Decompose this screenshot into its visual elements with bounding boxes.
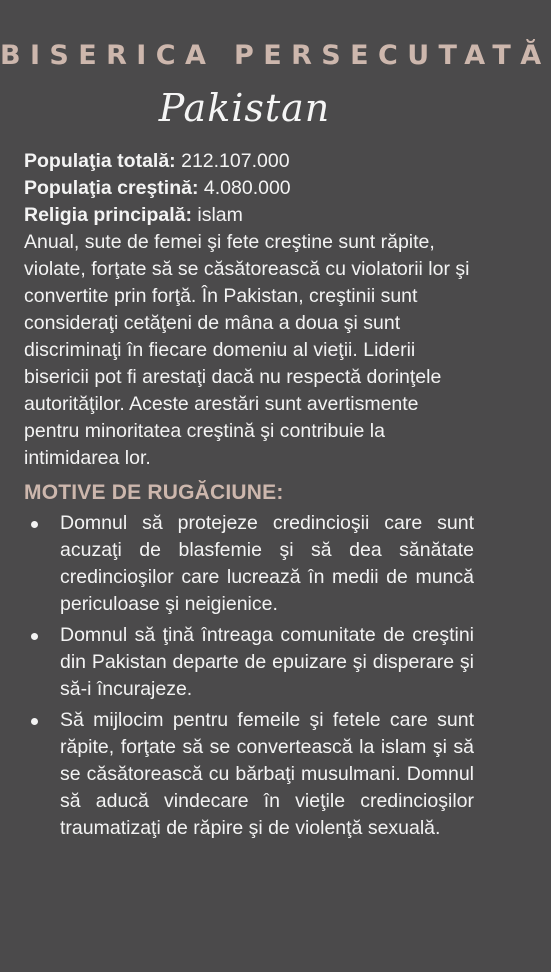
country-title: Pakistan xyxy=(158,86,331,130)
stat-value: 212.107.000 xyxy=(181,150,290,172)
prayer-item-text: Să mijlocim pentru femeile şi fetele care sunt răpite, forţate să se convertească la islam şi să se căsătorească cu bărbaţi musulmani. Domnul să aducă vindecare în vieţile credincioşilor traumatizaţi de răpire şi de violenţă sexuală. xyxy=(60,709,474,839)
prayer-item-text: Domnul să ţină întreaga comunitate de creştini din Pakistan departe de epuizare şi disperare şi să-i încurajeze. xyxy=(60,624,474,700)
bullet-icon xyxy=(31,521,38,528)
prayer-heading: MOTIVE DE RUGĂCIUNE: xyxy=(24,481,284,504)
prayer-item xyxy=(24,622,474,703)
prayer-item xyxy=(24,510,474,618)
stat-value: 4.080.000 xyxy=(203,177,291,199)
stat-main-religion xyxy=(24,202,474,229)
stat-total-population xyxy=(24,148,474,175)
stat-label: Religia principală: xyxy=(24,204,192,226)
card-body xyxy=(24,148,474,846)
prayer-list xyxy=(24,510,474,842)
stat-value: islam xyxy=(197,204,243,226)
stat-label: Populaţia creştină: xyxy=(24,177,199,199)
section-kicker: BISERICA PERSECUTATĂ xyxy=(0,40,551,71)
prayer-item xyxy=(24,707,474,842)
stat-label: Populaţia totală: xyxy=(24,150,176,172)
bullet-icon xyxy=(31,633,38,640)
bullet-icon xyxy=(31,718,38,725)
prayer-item-text: Domnul să protejeze credincioşii care sunt acuzaţi de blasfemie şi să dea sănătate credincioşilor care lucrează în medii de muncă periculoase şi neigienice. xyxy=(60,512,474,615)
description-paragraph: Anual, sute de femei şi fete creştine sunt răpite, violate, forţate să se căsătorească cu violatorii lor şi convertite prin forţă. În Pakistan, creştinii sunt consideraţi cetăţeni de mâna a doua şi sunt discriminaţi în fiecare domeniu al vieţii. Liderii bisericii pot fi arestaţi dacă nu respectă dorinţele autorităţilor. Aceste arestări sunt avertismente pentru minoritatea creştină şi contribuie la intimidarea lor. xyxy=(24,231,470,469)
stat-christian-population xyxy=(24,175,474,202)
